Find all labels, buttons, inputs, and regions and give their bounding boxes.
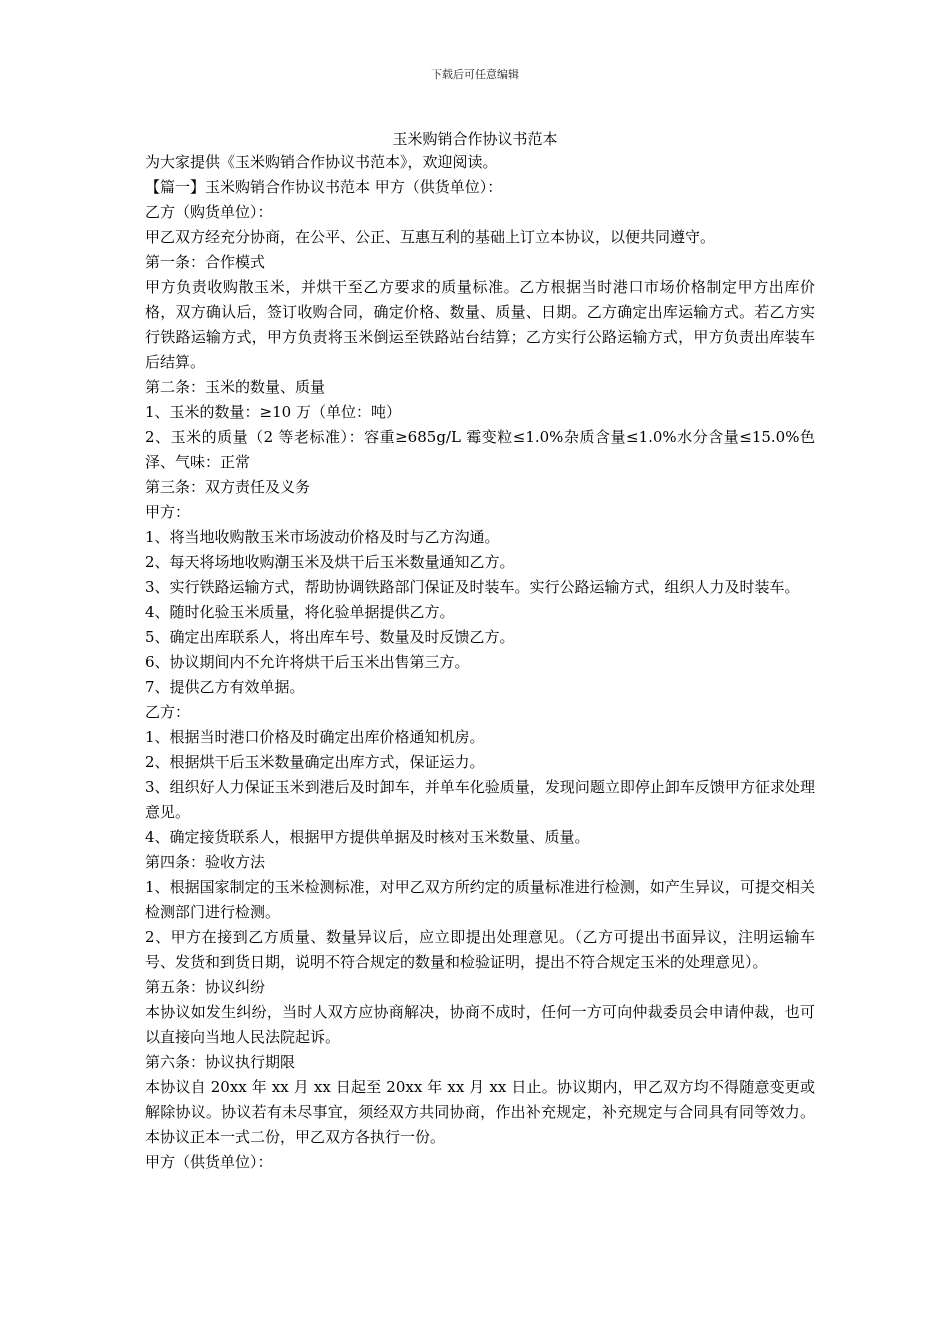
paragraph: 【篇一】玉米购销合作协议书范本 甲方（供货单位）： bbox=[145, 178, 503, 196]
paragraph: 6、协议期间内不允许将烘干后玉米出售第三方。 bbox=[145, 653, 470, 671]
paragraph: 甲方负责收购散玉米，并烘干至乙方要求的质量标准。乙方根据当时港口市场价格制定甲方出库价格，双方确认后，签订收购合同，确定价格、数量、质量、日期。乙方确定出库运输方式。若乙方实行铁路运输方式，甲方负责将玉米倒运至铁路站台结算；乙方实行公路运输方式，甲方负责出库装车后结算。 bbox=[145, 278, 815, 371]
paragraph: 4、确定接货联系人，根据甲方提供单据及时核对玉米数量、质量。 bbox=[145, 828, 590, 846]
document-title: 玉米购销合作协议书范本 bbox=[392, 130, 558, 148]
paragraph: 3、组织好人力保证玉米到港后及时卸车，并单车化验质量，发现问题立即停止卸车反馈甲方征求处理意见。 bbox=[145, 778, 815, 821]
paragraph: 甲乙双方经充分协商，在公平、公正、互惠互利的基础上订立本协议，以便共同遵守。 bbox=[145, 228, 716, 246]
section-heading: 第二条：玉米的数量、质量 bbox=[145, 378, 326, 396]
paragraph: 2、甲方在接到乙方质量、数量异议后，应立即提出处理意见。（乙方可提出书面异议，注明运输车号、发货和到货日期，说明不符合规定的数量和检验证明，提出不符合规定玉米的处理意见）。 bbox=[145, 928, 815, 971]
paragraph: 2、根据烘干后玉米数量确定出库方式，保证运力。 bbox=[145, 753, 485, 771]
document-body bbox=[145, 150, 815, 1175]
paragraph: 为大家提供《玉米购销合作协议书范本》，欢迎阅读。 bbox=[145, 153, 498, 171]
paragraph: 乙方： bbox=[145, 703, 191, 721]
paragraph: 甲方： bbox=[145, 503, 191, 521]
paragraph: 乙方（购货单位）： bbox=[145, 203, 273, 221]
paragraph: 本协议自 20xx 年 xx 月 xx 日起至 20xx 年 xx 月 xx 日止。协议期内，甲乙双方均不得随意变更或解除协议。协议若有未尽事宜，须经双方共同协商，作出补充规定，补充规定与合同具有同等效力。本协议正本一式二份，甲乙双方各执行一份。 bbox=[145, 1078, 815, 1146]
page-header: 下载后可任意编辑 bbox=[431, 68, 519, 81]
paragraph: 本协议如发生纠纷，当时人双方应协商解决，协商不成时，任何一方可向仲裁委员会申请仲裁，也可以直接向当地人民法院起诉。 bbox=[145, 1003, 815, 1046]
paragraph: 3、实行铁路运输方式，帮助协调铁路部门保证及时装车。实行公路运输方式，组织人力及时装车。 bbox=[145, 578, 800, 596]
paragraph: 7、提供乙方有效单据。 bbox=[145, 678, 305, 696]
paragraph: 甲方（供货单位）： bbox=[145, 1153, 273, 1171]
paragraph: 2、每天将场地收购潮玉米及烘干后玉米数量通知乙方。 bbox=[145, 553, 515, 571]
section-heading: 第三条：双方责任及义务 bbox=[145, 478, 311, 496]
section-heading: 第一条：合作模式 bbox=[145, 253, 266, 271]
section-heading: 第四条：验收方法 bbox=[145, 853, 266, 871]
section-heading: 第五条：协议纠纷 bbox=[145, 978, 266, 996]
paragraph: 1、玉米的数量：≥10 万（单位：吨） bbox=[145, 403, 401, 421]
paragraph: 4、随时化验玉米质量，将化验单据提供乙方。 bbox=[145, 603, 455, 621]
paragraph: 1、根据国家制定的玉米检测标准，对甲乙双方所约定的质量标准进行检测，如产生异议，可提交相关检测部门进行检测。 bbox=[145, 878, 815, 921]
paragraph: 5、确定出库联系人，将出库车号、数量及时反馈乙方。 bbox=[145, 628, 515, 646]
paragraph: 1、将当地收购散玉米市场波动价格及时与乙方沟通。 bbox=[145, 528, 500, 546]
paragraph: 1、根据当时港口价格及时确定出库价格通知机房。 bbox=[145, 728, 485, 746]
paragraph: 2、玉米的质量（2 等老标准）：容重≥685g/L 霉变粒≤1.0%杂质含量≤1.0%水分含量≤15.0%色泽、气味：正常 bbox=[145, 428, 815, 471]
section-heading: 第六条：协议执行期限 bbox=[145, 1053, 296, 1071]
